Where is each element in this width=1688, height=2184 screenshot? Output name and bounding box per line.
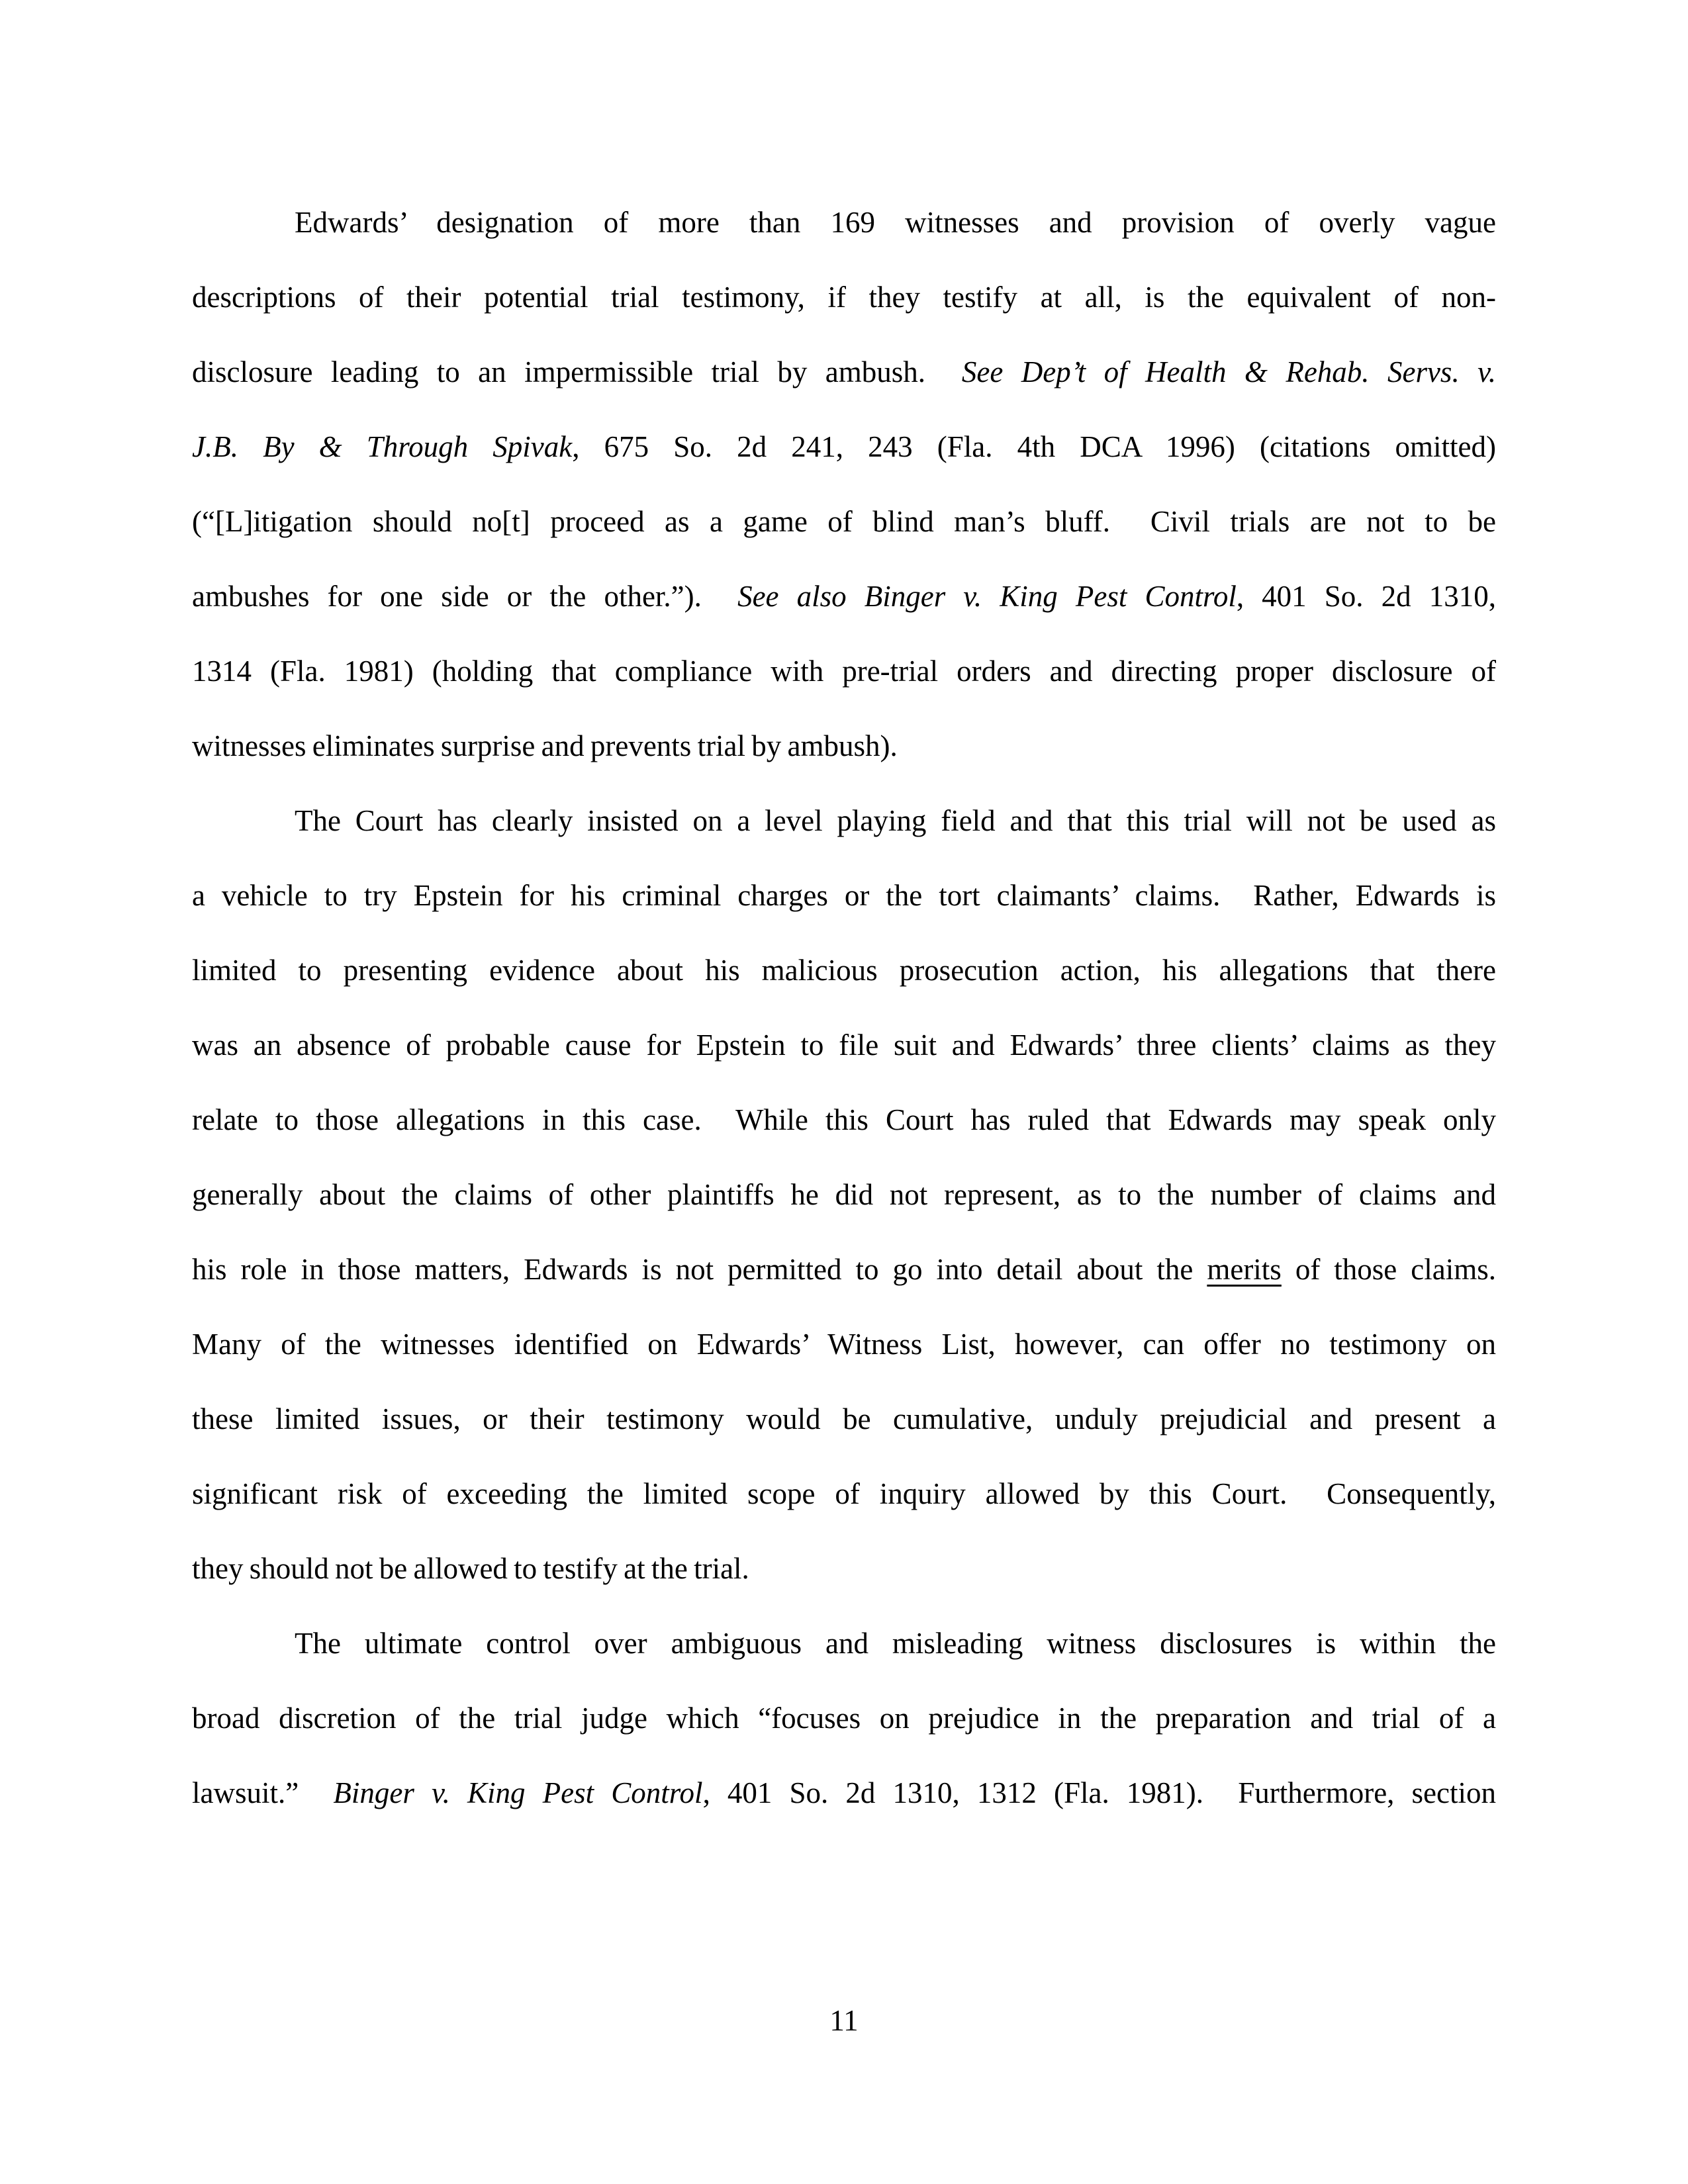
text-line [192,1008,1496,1083]
text-run: 1314 (Fla. 1981) (holding that compliance with pre-trial orders and directing proper disclosure of [192,655,1496,688]
text-line [192,1083,1496,1158]
paragraph [192,1606,1496,1831]
paragraph [192,784,1496,1606]
text-line [192,185,1496,260]
text-run: witnesses eliminates surprise and prevents trial by ambush). [192,729,898,762]
text-run: (“[L]itigation should no[t] proceed as a game of blind man’s bluff. Civil trials are not to be [192,505,1496,538]
text-run: Binger v. King Pest Control [333,1776,703,1809]
text-run: See Dep’t of Health & Rehab. Servs. v. [961,355,1496,388]
text-run: See also Binger v. King Pest Control [737,580,1237,613]
text-run: The Court has clearly insisted on a level playing field and that this trial will not be used as [295,804,1496,837]
text-line [192,1457,1496,1531]
text-line [192,1158,1496,1232]
paragraph [192,185,1496,784]
text-run: generally about the claims of other plaintiffs he did not represent, as to the number of claims and [192,1178,1496,1211]
text-run: , 401 So. 2d 1310, [1236,580,1496,613]
text-run: ambushes for one side or the other.”). [192,580,738,613]
text-run: these limited issues, or their testimony would be cumulative, unduly prejudicial and present a [192,1402,1496,1435]
text-run: was an absence of probable cause for Epstein to file suit and Edwards’ three clients’ claims as they [192,1028,1496,1062]
text-run: a vehicle to try Epstein for his criminal charges or the tort claimants’ claims. Rather, Edwards is [192,879,1496,912]
text-run: his role in those matters, Edwards is not permitted to go into detail about the [192,1253,1207,1286]
text-line [192,1606,1496,1681]
text-line [192,1756,1496,1831]
text-run: disclosure leading to an impermissible trial by ambush. [192,355,962,388]
text-run: , 401 So. 2d 1310, 1312 (Fla. 1981). Furthermore, section [702,1776,1496,1809]
text-line [192,1531,1496,1606]
text-run: descriptions of their potential trial testimony, if they testify at all, is the equivalent of non- [192,281,1496,314]
document-body [192,185,1496,1831]
text-line [192,1382,1496,1457]
text-line [192,784,1496,858]
text-line [192,933,1496,1008]
text-line [192,559,1496,634]
text-line [192,709,1496,784]
text-run: limited to presenting evidence about his malicious prosecution action, his allegations that there [192,954,1496,987]
text-run: The ultimate control over ambiguous and misleading witness disclosures is within the [295,1627,1496,1660]
text-run: merits [1207,1253,1282,1286]
text-line [192,1681,1496,1756]
text-line [192,634,1496,709]
text-line [192,410,1496,484]
text-run: significant risk of exceeding the limited scope of inquiry allowed by this Court. Consequently, [192,1477,1496,1510]
text-line [192,858,1496,933]
text-run: , 675 So. 2d 241, 243 (Fla. 4th DCA 1996) (citations omitted) [572,430,1497,463]
text-run: they should not be allowed to testify at the trial. [192,1552,749,1585]
text-line [192,484,1496,559]
text-line [192,260,1496,335]
page-number: 11 [829,2004,859,2037]
text-line [192,335,1496,410]
text-run: broad discretion of the trial judge which “focuses on prejudice in the preparation and trial of a [192,1702,1496,1735]
text-run: lawsuit.” [192,1776,334,1809]
text-run: of those claims. [1281,1253,1496,1286]
text-line [192,1307,1496,1382]
text-run: relate to those allegations in this case. While this Court has ruled that Edwards may speak only [192,1103,1496,1136]
text-run: J.B. By & Through Spivak [192,430,573,463]
text-run: Many of the witnesses identified on Edwards’ Witness List, however, can offer no testimony on [192,1328,1496,1361]
text-run: Edwards’ designation of more than 169 witnesses and provision of overly vague [295,206,1496,239]
text-line [192,1232,1496,1307]
